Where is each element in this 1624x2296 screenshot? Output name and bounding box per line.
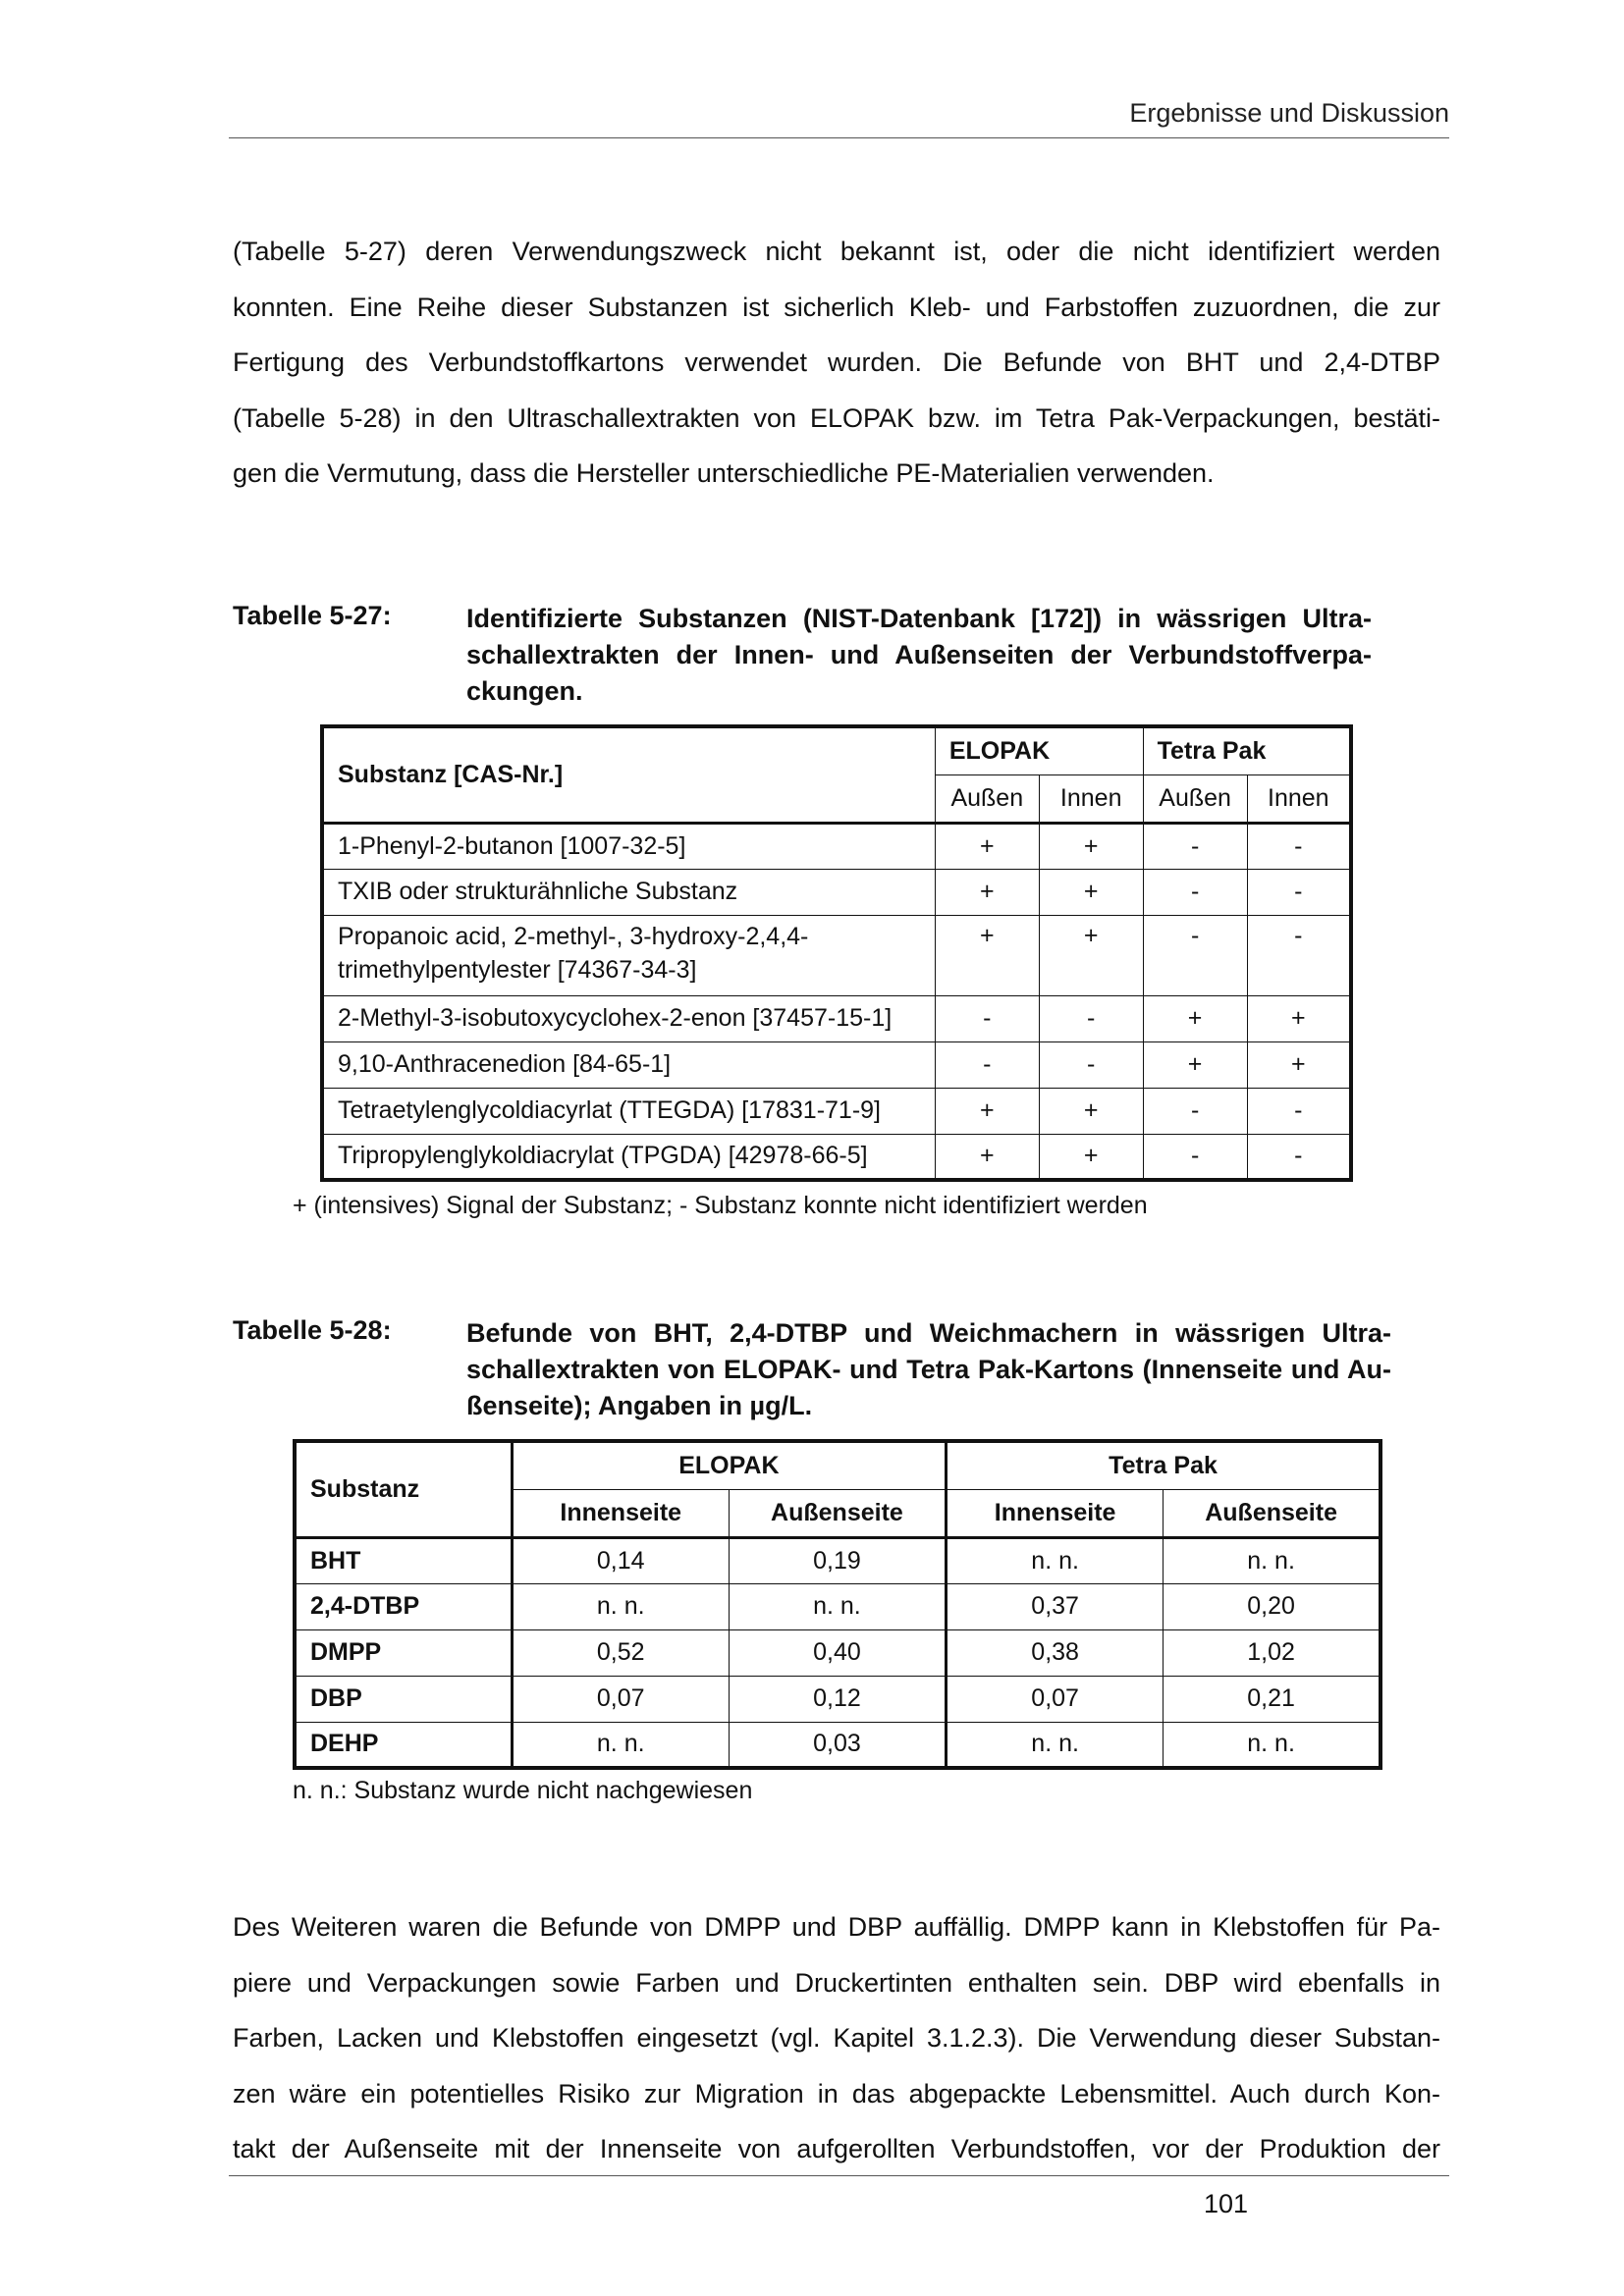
table2-number: Tabelle 5-28: [233, 1315, 392, 1345]
cell-value: - [1143, 1134, 1247, 1180]
table-row [295, 1676, 1380, 1722]
cell-value: + [1039, 915, 1143, 995]
substance-name: Tetraetylenglycoldiacyrlat (TTEGDA) [17831-71-9] [322, 1088, 935, 1134]
caption-line: schallextrakten von ELOPAK- und Tetra Pak-Kartons (Innenseite und Au- [466, 1355, 1391, 1384]
cell-value: 0,19 [729, 1537, 946, 1583]
cell-value: 0,37 [947, 1583, 1164, 1629]
substance-name: DMPP [295, 1629, 512, 1676]
cell-value: 0,07 [947, 1676, 1164, 1722]
table2-caption-text [466, 1315, 1391, 1424]
cell-value: 0,03 [729, 1722, 946, 1768]
caption-line: ßenseite); Angaben in µg/L. [466, 1391, 813, 1420]
table2-note: n. n.: Substanz wurde nicht nachgewiesen [293, 1777, 753, 1804]
table1-header-elopak: ELOPAK [935, 726, 1143, 774]
table2-header-tetrapak: Tetra Pak [947, 1441, 1380, 1489]
cell-value: 0,07 [512, 1676, 729, 1722]
cell-value: + [1039, 823, 1143, 869]
table-row [322, 1088, 1351, 1134]
cell-value: - [1143, 869, 1247, 915]
cell-value: + [1039, 1088, 1143, 1134]
cell-value: - [1247, 915, 1351, 995]
table-row [322, 1041, 1351, 1088]
header-rule [229, 137, 1449, 138]
caption-line: Befunde von BHT, 2,4-DTBP und Weichmachern in wässrigen Ultra- [466, 1318, 1391, 1348]
table1-subheader: Innen [1039, 774, 1143, 823]
table2-subheader: Innenseite [512, 1489, 729, 1537]
caption-line: schallextrakten der Innen- und Außenseiten der Verbundstoffverpa- [466, 640, 1372, 669]
cell-value: - [1247, 823, 1351, 869]
substance-name: 2,4-DTBP [295, 1583, 512, 1629]
table2-header-elopak: ELOPAK [512, 1441, 946, 1489]
cell-value: n. n. [1164, 1537, 1380, 1583]
table1-header-tetrapak: Tetra Pak [1143, 726, 1351, 774]
cell-value: - [1039, 995, 1143, 1041]
cell-value: 0,52 [512, 1629, 729, 1676]
table1-subheader: Innen [1247, 774, 1351, 823]
table2-header-substance: Substanz [295, 1441, 512, 1537]
cell-value: 0,14 [512, 1537, 729, 1583]
cell-value: n. n. [1164, 1722, 1380, 1768]
outro-paragraph [233, 1899, 1440, 2177]
substance-name: DEHP [295, 1722, 512, 1768]
text-line: Des Weiteren waren die Befunde von DMPP und DBP auffällig. DMPP kann in Klebstoffen für Pa- [233, 1912, 1440, 1942]
cell-value: + [935, 823, 1039, 869]
table-row [322, 823, 1351, 869]
substance-name: BHT [295, 1537, 512, 1583]
substance-name-line: trimethylpentylester [74367-34-3] [338, 955, 697, 984]
footer-rule [229, 2175, 1449, 2176]
cell-value: - [935, 1041, 1039, 1088]
substance-name: 1-Phenyl-2-butanon [1007-32-5] [322, 823, 935, 869]
caption-line: ckungen. [466, 676, 583, 706]
running-header: Ergebnisse und Diskussion [1129, 98, 1449, 128]
cell-value: + [935, 869, 1039, 915]
substance-name: 9,10-Anthracenedion [84-65-1] [322, 1041, 935, 1088]
cell-value: 0,21 [1164, 1676, 1380, 1722]
substance-name: TXIB oder strukturähnliche Substanz [322, 869, 935, 915]
cell-value: 1,02 [1164, 1629, 1380, 1676]
cell-value: + [1143, 995, 1247, 1041]
table-row [322, 1134, 1351, 1180]
cell-value: + [1039, 869, 1143, 915]
text-line: (Tabelle 5-27) deren Verwendungszweck nicht bekannt ist, oder die nicht identifiziert werden [233, 237, 1440, 266]
cell-value: + [935, 915, 1039, 995]
substance-name-line: Propanoic acid, 2-methyl-, 3-hydroxy-2,4,4- [338, 922, 809, 950]
table1-subheader: Außen [1143, 774, 1247, 823]
table1-caption-text [466, 601, 1372, 710]
table1-header-substance: Substanz [CAS-Nr.] [322, 726, 935, 823]
table-row [322, 869, 1351, 915]
text-line: zen wäre ein potentielles Risiko zur Migration in das abgepackte Lebensmittel. Auch durch Kon- [233, 2078, 1440, 2109]
intro-paragraph [233, 224, 1440, 502]
cell-value: + [1143, 1041, 1247, 1088]
table2-subheader: Innenseite [947, 1489, 1164, 1537]
cell-value: n. n. [947, 1722, 1164, 1768]
text-line: (Tabelle 5-28) in den Ultraschallextrakten von ELOPAK bzw. im Tetra Pak-Verpackungen, bestäti- [233, 402, 1440, 433]
table1-note: + (intensives) Signal der Substanz; - Substanz konnte nicht identifiziert werden [293, 1192, 1148, 1219]
substance-name: 2-Methyl-3-isobutoxycyclohex-2-enon [37457-15-1] [322, 995, 935, 1041]
cell-value: - [1247, 1134, 1351, 1180]
substance-name: Tripropylenglykoldiacrylat (TPGDA) [42978-66-5] [322, 1134, 935, 1180]
text-line: takt der Außenseite mit der Innenseite von aufgerollten Verbundstoffen, vor der Produktion der [233, 2134, 1440, 2163]
cell-value: 0,38 [947, 1629, 1164, 1676]
cell-value: - [1247, 1088, 1351, 1134]
cell-value: 0,40 [729, 1629, 946, 1676]
text-line: konnten. Eine Reihe dieser Substanzen ist sicherlich Kleb- und Farbstoffen zuzuordnen, die zur [233, 292, 1440, 322]
page-number: 101 [1204, 2189, 1249, 2218]
table2-subheader: Außenseite [729, 1489, 946, 1537]
table-row [295, 1722, 1380, 1768]
table-row [322, 915, 1351, 995]
cell-value: - [1143, 915, 1247, 995]
substances-table [320, 724, 1353, 1182]
substance-name [322, 915, 935, 995]
cell-value: n. n. [512, 1583, 729, 1629]
table1-subheader: Außen [935, 774, 1039, 823]
cell-value: + [1039, 1134, 1143, 1180]
cell-value: n. n. [512, 1722, 729, 1768]
table1-number: Tabelle 5-27: [233, 601, 392, 630]
substance-name: DBP [295, 1676, 512, 1722]
cell-value: + [1247, 995, 1351, 1041]
table-row [322, 995, 1351, 1041]
text-line: Farben, Lacken und Klebstoffen eingesetzt (vgl. Kapitel 3.1.2.3). Die Verwendung dieser Substan- [233, 2023, 1440, 2053]
cell-value: - [935, 995, 1039, 1041]
cell-value: - [1143, 823, 1247, 869]
cell-value: n. n. [947, 1537, 1164, 1583]
findings-table [293, 1439, 1382, 1770]
cell-value: - [1039, 1041, 1143, 1088]
cell-value: - [1143, 1088, 1247, 1134]
cell-value: n. n. [729, 1583, 946, 1629]
text-line: gen die Vermutung, dass die Hersteller unterschiedliche PE-Materialien verwenden. [233, 458, 1215, 488]
text-line: piere und Verpackungen sowie Farben und Druckertinten enthalten sein. DBP wird ebenfalls in [233, 1967, 1440, 1998]
table2-subheader: Außenseite [1164, 1489, 1380, 1537]
caption-line: Identifizierte Substanzen (NIST-Datenbank [172]) in wässrigen Ultra- [466, 604, 1372, 633]
cell-value: 0,20 [1164, 1583, 1380, 1629]
cell-value: + [935, 1134, 1039, 1180]
table-row [295, 1537, 1380, 1583]
cell-value: + [1247, 1041, 1351, 1088]
table-row [295, 1629, 1380, 1676]
text-line: Fertigung des Verbundstoffkartons verwendet wurden. Die Befunde von BHT und 2,4-DTBP [233, 347, 1440, 377]
cell-value: + [935, 1088, 1039, 1134]
cell-value: 0,12 [729, 1676, 946, 1722]
table-row [295, 1583, 1380, 1629]
cell-value: - [1247, 869, 1351, 915]
